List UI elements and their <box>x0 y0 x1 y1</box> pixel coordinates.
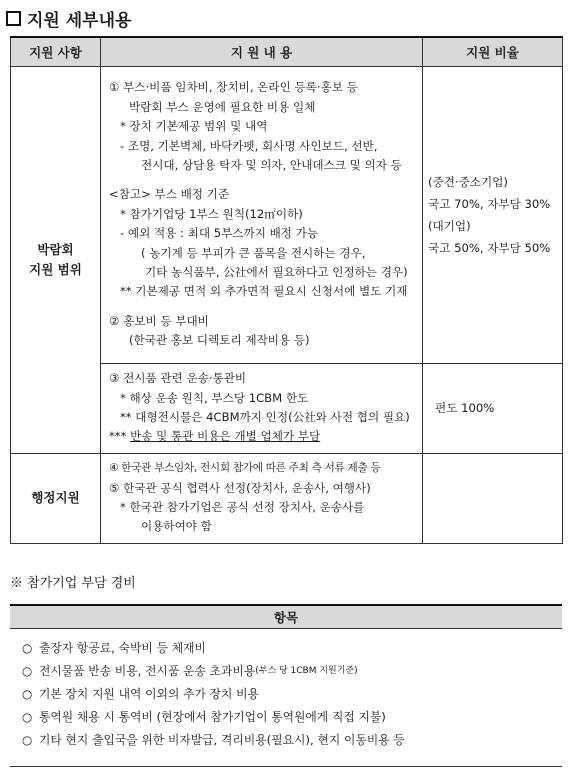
content-booth-costs <box>101 66 423 363</box>
ratio-admin-empty <box>423 453 563 543</box>
content-line: (한국관 홍보 디렉토리 제작비용 등) <box>129 333 310 348</box>
content-line: ④ 한국관 부스임차, 전시회 참가에 따른 주최 측 서류 제출 등 <box>109 462 381 475</box>
ratio-line: (중견·중소기업) <box>428 174 508 189</box>
content-line: 이용하여야 함 <box>141 519 212 534</box>
ratio-booth-costs <box>423 66 563 363</box>
list-item <box>10 637 562 660</box>
content-line: * 한국관 참가기업은 공식 선정 장치사, 운송사를 <box>120 500 365 514</box>
table-row <box>11 453 563 543</box>
category-label-line: 지원 범위 <box>29 261 82 277</box>
header-support-item: 지원 사항 <box>11 37 101 66</box>
content-line: - 예외 적용 : 최대 5부스까지 배정 가능 <box>120 226 319 241</box>
underlined-note: 반송 및 통관 비용은 개별 업체가 부담 <box>130 429 321 444</box>
content-line: 기타 농식품부, 公社에서 필요하다고 인정하는 경우) <box>145 265 408 280</box>
content-line <box>109 427 418 446</box>
circle-bullet-icon: ○ <box>22 733 33 747</box>
ratio-line: (대기업) <box>428 218 471 233</box>
header-support-content: 지 원 내 용 <box>101 37 423 66</box>
ratio-line: 국고 70%, 자부담 30% <box>428 196 551 211</box>
category-expo-scope <box>11 66 101 453</box>
content-line: ** 기본제공 면적 외 추가면적 필요시 신청서에 별도 기재 <box>120 284 408 299</box>
table-row <box>11 66 563 363</box>
content-shipping-costs <box>101 363 423 453</box>
list-item <box>10 660 562 683</box>
circle-bullet-icon: ○ <box>22 687 33 701</box>
ratio-shipping: 편도 100% <box>423 363 563 453</box>
content-line: - 조명, 기본벽체, 바닥카펫, 회사명 사인보드, 선반, <box>120 138 378 153</box>
content-admin-support <box>101 453 423 543</box>
content-line: ② 홍보비 등 부대비 <box>109 313 209 328</box>
note-prefix: *** <box>109 429 131 444</box>
content-line: ( 농기계 등 부피가 큰 품목을 전시하는 경우, <box>141 245 366 260</box>
table-header-row <box>11 37 563 66</box>
content-line: * 해상 운송 원칙, 부스당 1CBM 한도 <box>120 390 309 405</box>
bottom-divider <box>10 766 562 767</box>
ratio-line: 국고 50%, 자부담 50% <box>428 240 551 255</box>
header-support-ratio: 지원 비율 <box>423 37 563 66</box>
list-item-text: 전시물품 반송 비용, 전시품 운송 초과비용 <box>39 664 256 678</box>
checkbox-square-icon <box>6 11 21 26</box>
category-label-line: 박람회 <box>37 241 74 257</box>
participant-burden-table <box>10 604 562 752</box>
category-admin-support: 행정지원 <box>11 453 101 543</box>
list-item-text: 기본 장치 지원 내역 이외의 추가 장치 비용 <box>39 687 259 701</box>
content-line: 박람회 부스 운영에 필요한 비용 일체 <box>129 99 316 114</box>
burden-list <box>10 629 562 752</box>
list-item-text: 출장자 항공료, 숙박비 등 체재비 <box>39 641 206 655</box>
content-line: ③ 전시품 관련 운송·통관비 <box>109 371 247 386</box>
content-line: 전시대, 상담용 탁자 및 의자, 안내데스크 및 의자 등 <box>141 157 402 172</box>
participant-burden-note: ※ 참가기업 부담 경비 <box>10 576 136 591</box>
content-line: * 장치 기본제공 범위 및 내역 <box>120 119 268 134</box>
burden-header: 항목 <box>10 604 562 629</box>
section-title-text: 지원 세부내용 <box>27 11 132 31</box>
list-item-note: (부스 당 1CBM 지원기준) <box>255 666 358 676</box>
content-line: <참고> 부스 배정 기준 <box>109 187 230 202</box>
section-title <box>6 6 131 31</box>
content-line: ① 부스·비품 임차비, 장치비, 온라인 등록·홍보 등 <box>109 80 358 95</box>
content-line: * 참가기업당 1부스 원칙(12㎡이하) <box>120 206 303 221</box>
list-item <box>10 729 562 752</box>
list-item-text: 통역원 채용 시 통역비 (현장에서 참가기업이 통역원에게 직접 지불) <box>39 710 386 724</box>
content-line: ** 대형전시물은 4CBM까지 인정(公社와 사전 협의 필요) <box>120 410 410 424</box>
list-item-text: 기타 현지 출입국을 위한 비자발급, 격리비용(필요시), 현지 이동비용 등 <box>39 733 405 747</box>
list-item <box>10 683 562 706</box>
support-details-table <box>10 36 563 544</box>
circle-bullet-icon: ○ <box>22 710 33 724</box>
circle-bullet-icon: ○ <box>22 641 33 655</box>
list-item <box>10 706 562 729</box>
circle-bullet-icon: ○ <box>22 664 33 678</box>
content-line: ⑤ 한국관 공식 협력사 선정(장치사, 운송사, 여행사) <box>109 480 371 495</box>
